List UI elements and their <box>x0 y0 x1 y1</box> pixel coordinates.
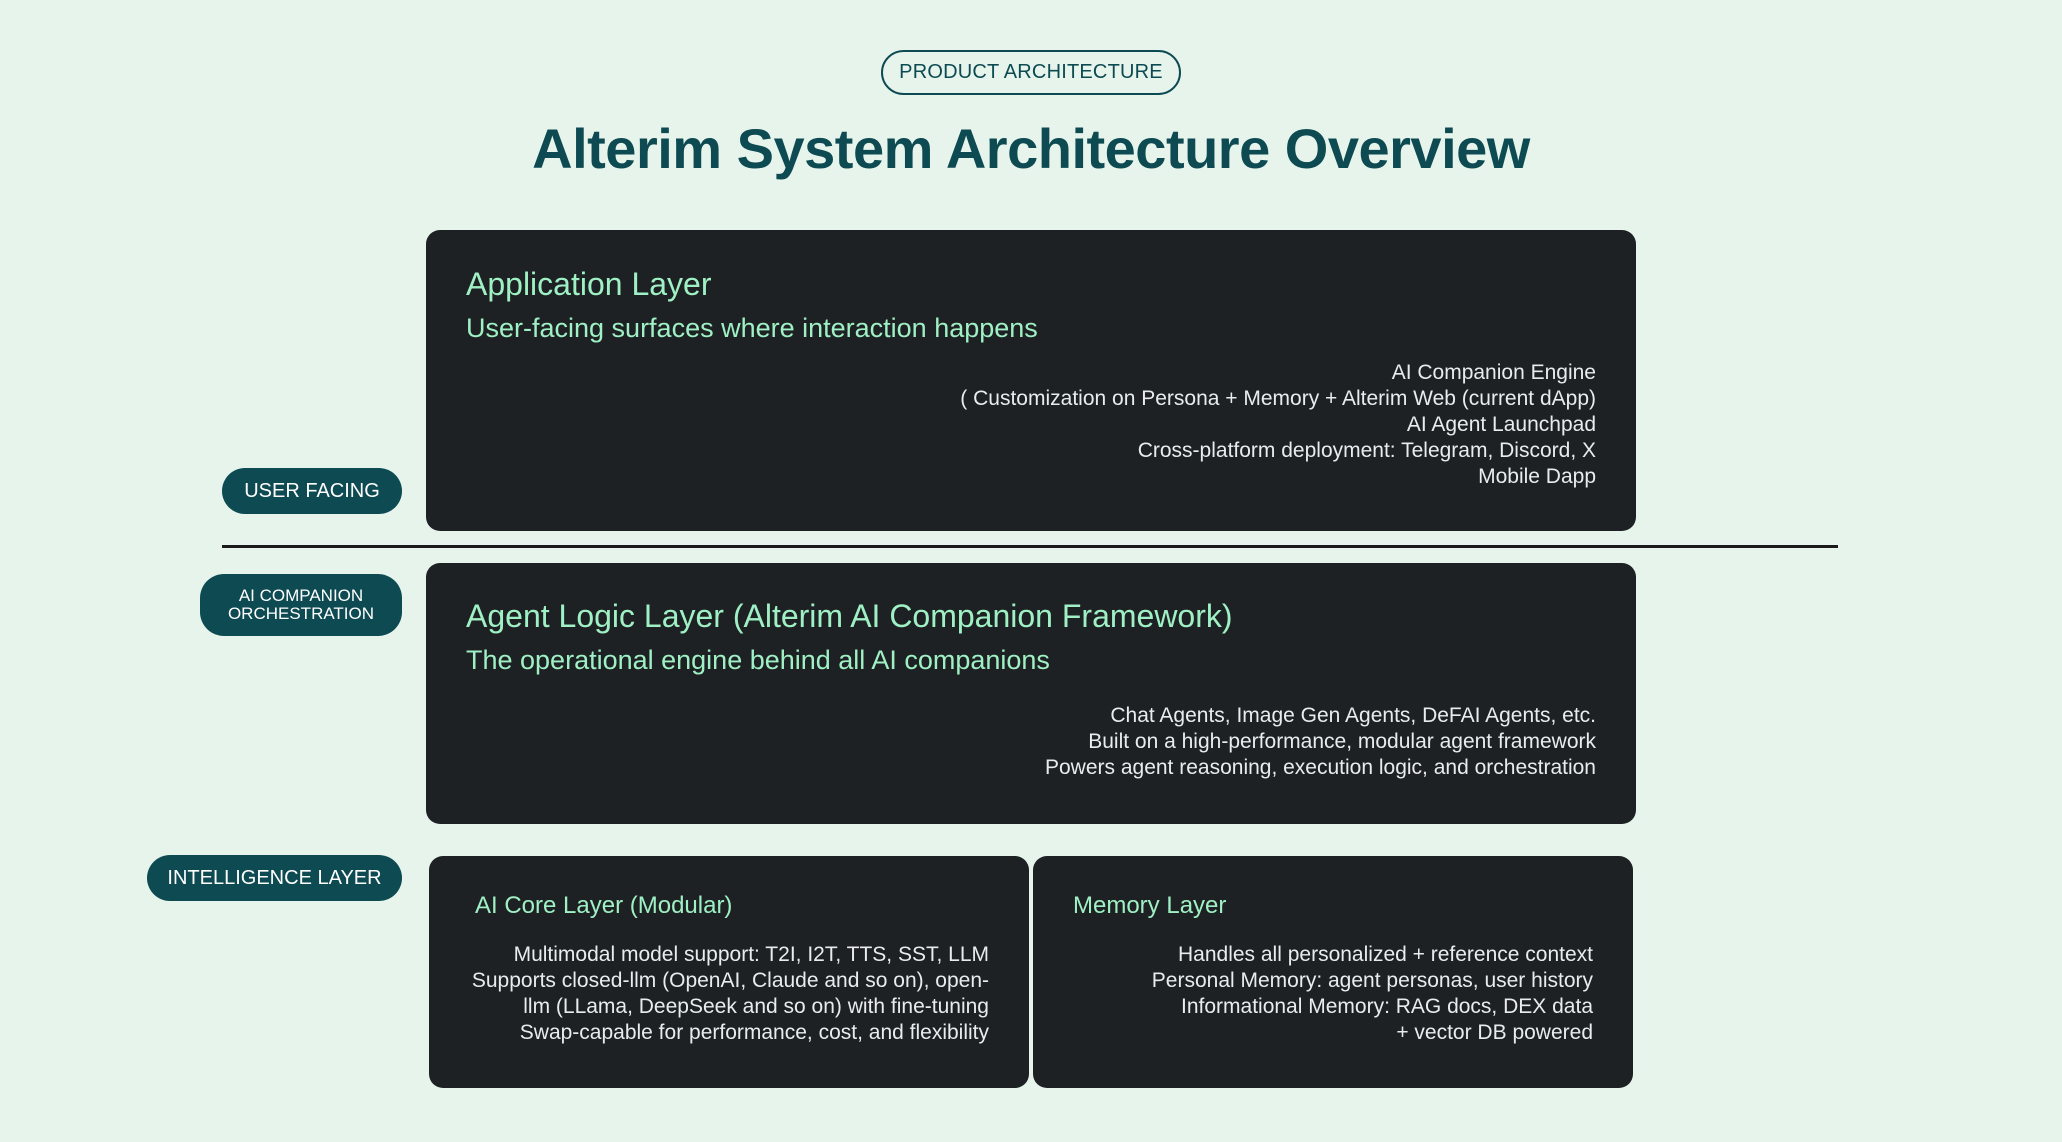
list-item: Handles all personalized + reference context <box>1178 943 1593 966</box>
ai-companion-orchestration-label <box>200 574 402 636</box>
agent-logic-layer-list <box>1045 703 1596 781</box>
application-layer-title: Application Layer <box>466 266 712 302</box>
list-item: Supports closed-llm (OpenAI, Claude and so on), open- <box>471 969 989 992</box>
list-item: + vector DB powered <box>1396 1021 1593 1044</box>
agent-logic-layer-card <box>426 563 1636 824</box>
ai-core-layer-card <box>429 856 1029 1088</box>
agent-logic-layer-subtitle: The operational engine behind all AI companions <box>466 645 1050 675</box>
list-item: Powers agent reasoning, execution logic, and orchestration <box>1044 756 1596 779</box>
section-divider <box>222 545 1838 548</box>
product-architecture-badge <box>881 50 1181 95</box>
application-layer-subtitle: User-facing surfaces where interaction happens <box>466 313 1038 343</box>
list-item: Mobile Dapp <box>1478 465 1596 488</box>
orchestration-text: ORCHESTRATION <box>227 604 375 623</box>
list-item: Built on a high-performance, modular agent framework <box>1088 730 1596 753</box>
ai-core-layer-title: AI Core Layer (Modular) <box>475 892 733 919</box>
memory-layer-list <box>1152 942 1593 1046</box>
intelligence-layer-label <box>147 855 402 901</box>
list-item: Swap-capable for performance, cost, and flexibility <box>519 1021 989 1044</box>
list-item: AI Companion Engine <box>1391 361 1596 384</box>
list-item: Personal Memory: agent personas, user history <box>1151 969 1593 992</box>
list-item: Cross-platform deployment: Telegram, Discord, X <box>1137 439 1596 462</box>
page-title: Alterim System Architecture Overview <box>532 117 1530 180</box>
list-item: Multimodal model support: T2I, I2T, TTS, SST, LLM <box>513 943 989 966</box>
agent-logic-layer-title: Agent Logic Layer (Alterim AI Companion Framework) <box>466 598 1233 634</box>
ai-companion-text: AI COMPANION <box>238 586 364 605</box>
user-facing-label <box>222 468 402 514</box>
list-item: Informational Memory: RAG docs, DEX data <box>1181 995 1593 1018</box>
ai-core-layer-list <box>472 942 989 1046</box>
list-item: llm (LLama, DeepSeek and so on) with fine-tuning <box>523 995 989 1018</box>
badge-label: PRODUCT ARCHITECTURE <box>899 61 1163 83</box>
list-item: Chat Agents, Image Gen Agents, DeFAI Agents, etc. <box>1110 704 1596 727</box>
intelligence-layer-text: INTELLIGENCE LAYER <box>167 866 382 889</box>
list-item: AI Agent Launchpad <box>1406 413 1596 436</box>
memory-layer-title: Memory Layer <box>1073 892 1227 919</box>
list-item: ( Customization on Persona + Memory + Alterim Web (current dApp) <box>960 387 1596 410</box>
memory-layer-card <box>1033 856 1633 1088</box>
user-facing-text: USER FACING <box>244 479 380 502</box>
application-layer-list <box>960 360 1596 490</box>
application-layer-card <box>426 230 1636 531</box>
